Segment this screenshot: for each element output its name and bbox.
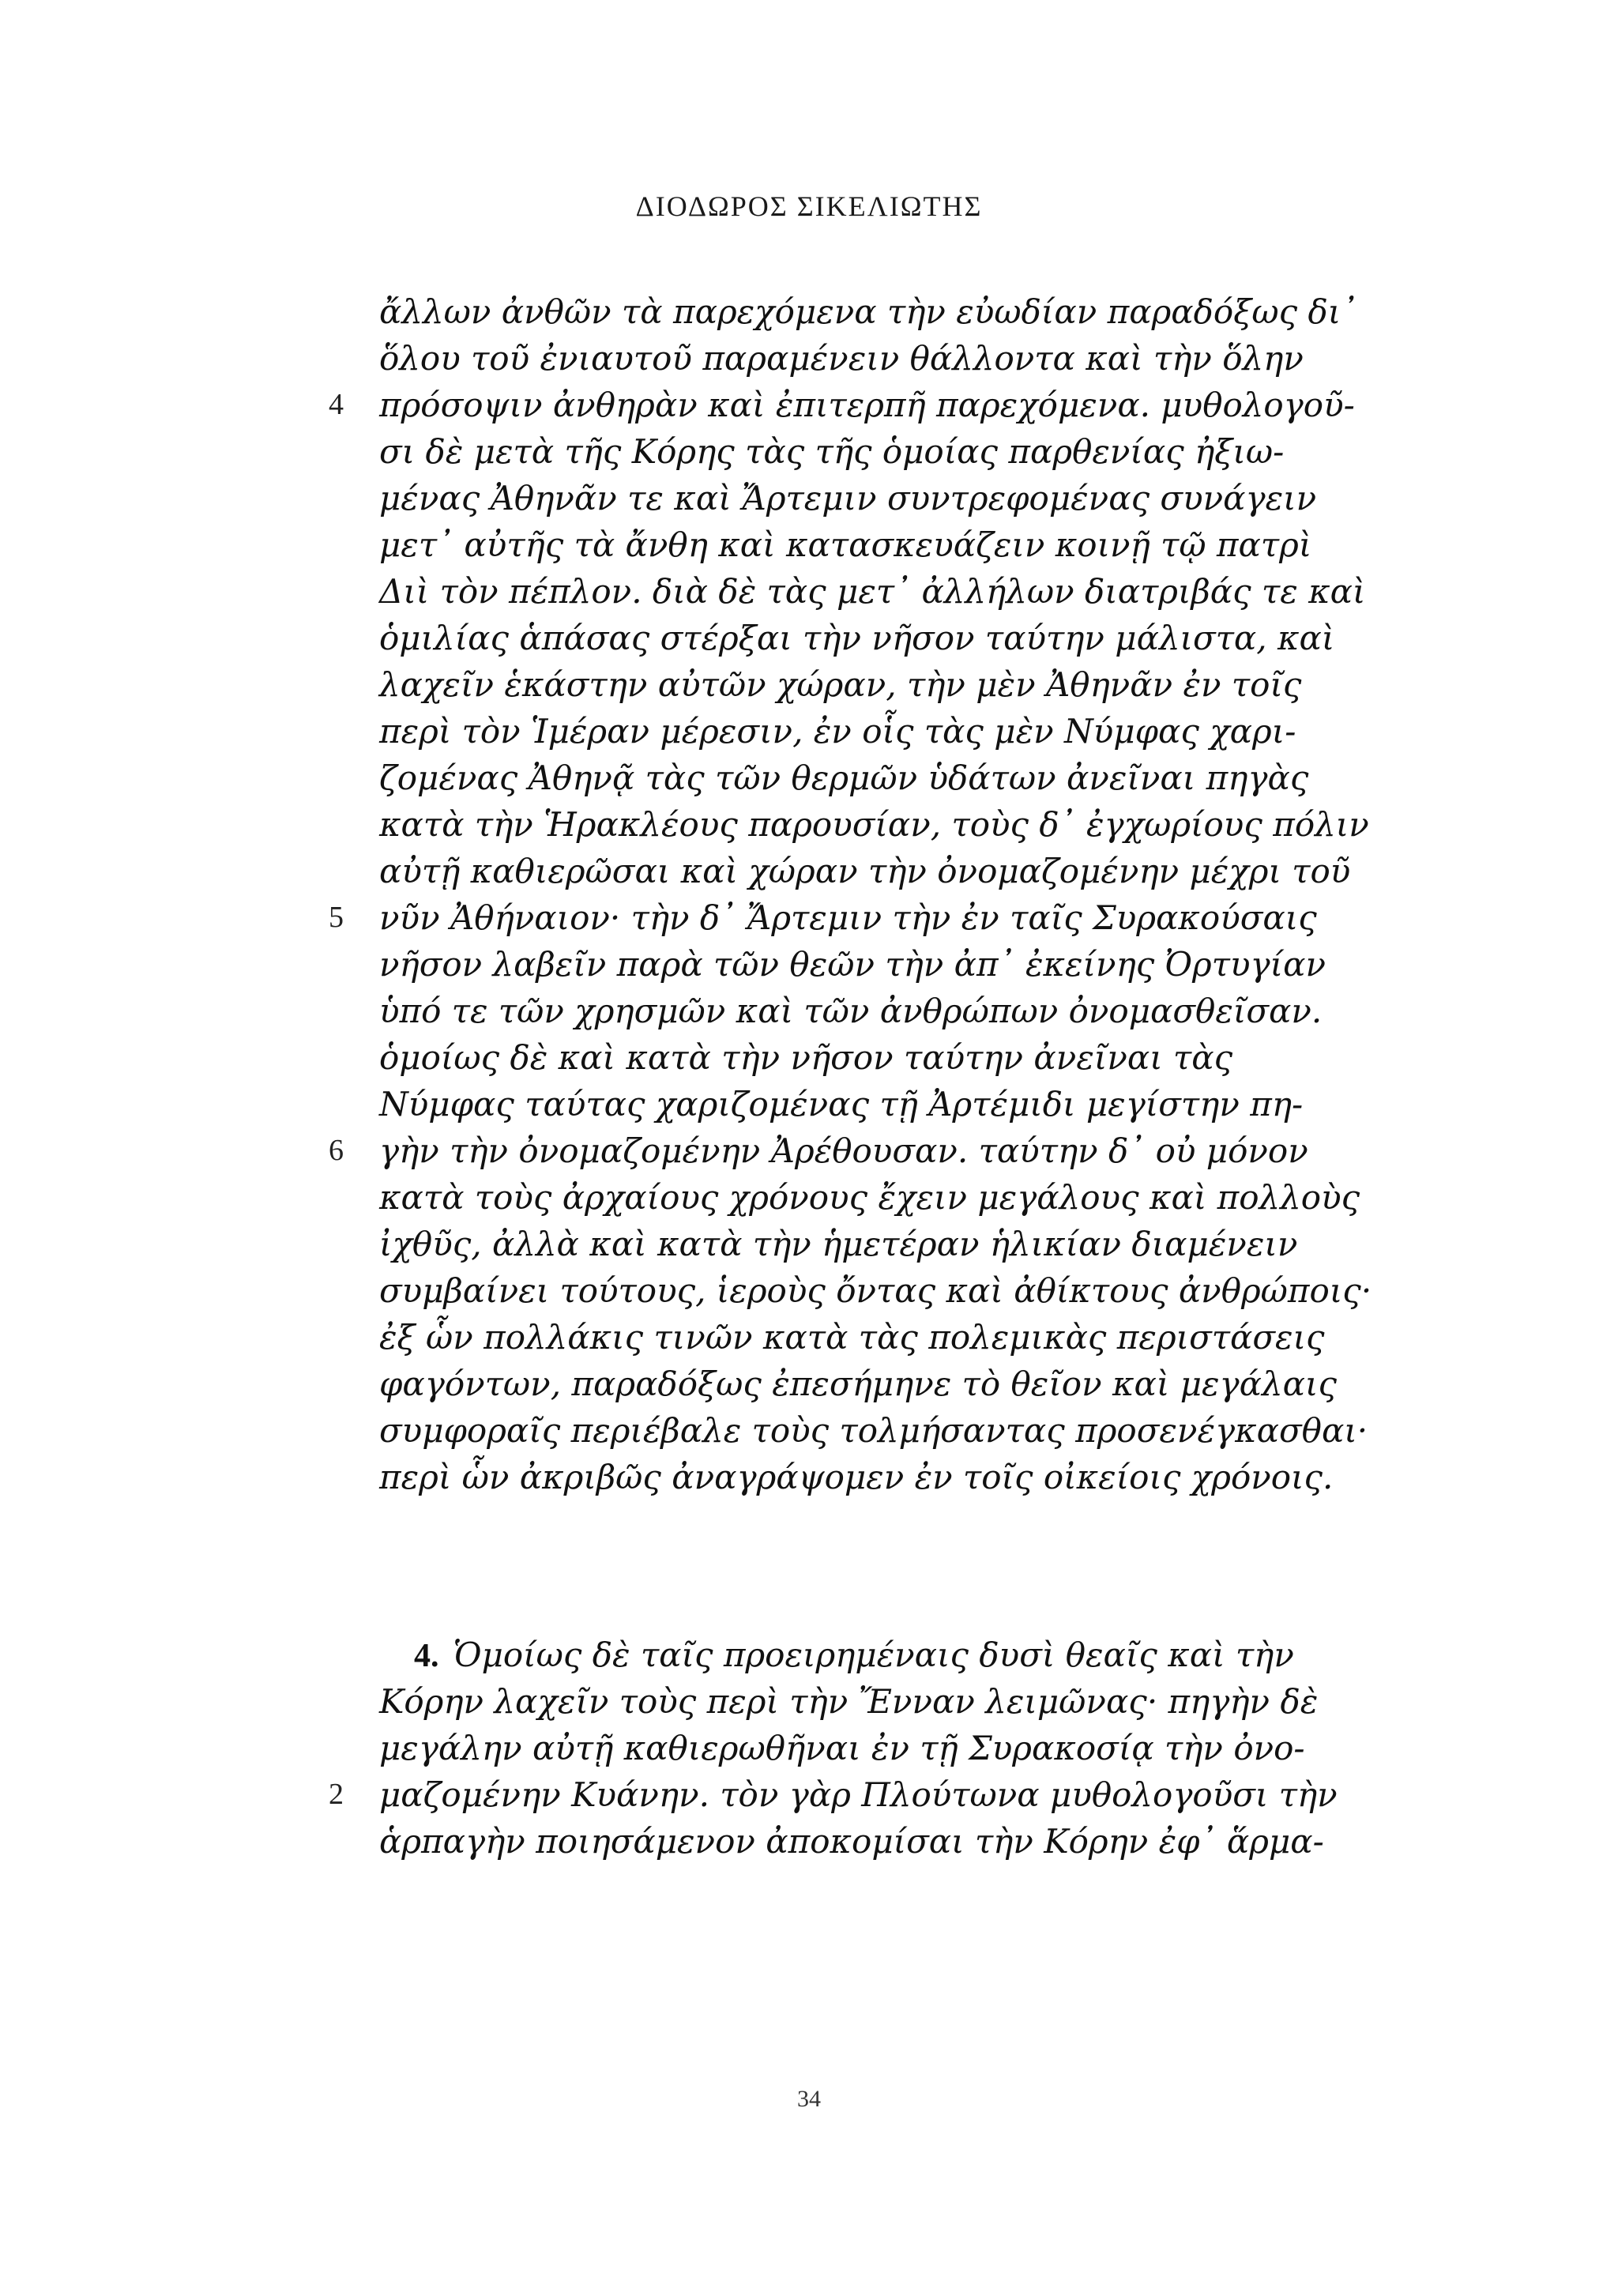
line-number: 2 (329, 1778, 344, 1811)
text-line (379, 475, 1317, 521)
text-line (379, 1725, 1305, 1771)
line-text: ζομένας Ἀθηνᾷ τὰς τῶν θερμῶν ὑδάτων ἀνεῖναι πηγὰς (379, 758, 1309, 797)
running-head: ΔΙΟΔΩΡΟΣ ΣΙΚΕΛΙΩΤΗΣ (635, 190, 983, 222)
text-line (329, 1771, 1338, 1818)
line-text: νῆσον λαβεῖν παρὰ τῶν θεῶν τὴν ἀπ᾽ ἐκείνης Ὀρτυγίαν (379, 945, 1326, 984)
line-text: ὁμοίως δὲ καὶ κατὰ τὴν νῆσον ταύτην ἀνεῖναι τὰς (379, 1038, 1233, 1077)
text-line (379, 568, 1366, 615)
line-text: μαζομένην Κυάνην. τὸν γὰρ Πλούτωνα μυθολογοῦσι τὴν (379, 1775, 1338, 1814)
main-text-block (329, 288, 1372, 1500)
line-text: Νύμφας ταύτας χαριζομένας τῇ Ἀρτέμιδι μεγίστην πη- (379, 1085, 1304, 1124)
line-text: κατὰ τὴν Ἡρακλέους παρουσίαν, τοὺς δ᾽ ἐγχωρίους πόλιν (379, 805, 1369, 844)
text-line (379, 848, 1351, 894)
page-number: 34 (797, 2086, 821, 2112)
line-text: ὅλου τοῦ ἐνιαυτοῦ παραμένειν θάλλοντα καὶ τὴν ὅλην (379, 339, 1304, 378)
line-text: μένας Ἀθηνᾶν τε καὶ Ἄρτεμιν συντρεφομένας συνάγειν (379, 479, 1317, 518)
line-text: μεγάλην αὐτῇ καθιερωθῆναι ἐν τῇ Συρακοσίᾳ τὴν ὀνο- (379, 1729, 1305, 1767)
text-line (379, 1818, 1324, 1865)
line-text: κατὰ τοὺς ἀρχαίους χρόνους ἔχειν μεγάλους καὶ πολλοὺς (379, 1178, 1360, 1217)
text-line (379, 1267, 1372, 1314)
line-text: νῦν Ἀθήναιον· τὴν δ᾽ Ἄρτεμιν τὴν ἐν ταῖς Συρακούσαις (379, 898, 1317, 937)
line-text: ἰχθῦς, ἀλλὰ καὶ κατὰ τὴν ἡμετέραν ἡλικίαν διαμένειν (379, 1225, 1298, 1263)
line-number: 4 (329, 388, 344, 421)
line-text: ἐξ ὧν πολλάκις τινῶν κατὰ τὰς πολεμικὰς περιστάσεις (379, 1318, 1325, 1357)
text-line (379, 521, 1312, 568)
text-line (329, 1127, 1308, 1174)
section-4-block (329, 1632, 1338, 1865)
section-number: 4. (414, 1638, 439, 1674)
line-text: πρόσοψιν ἀνθηρὰν καὶ ἐπιτερπῆ παρεχόμενα. μυθολογοῦ- (379, 386, 1355, 424)
section-first-line-text: Ὁμοίως δὲ ταῖς προειρημέναις δυσὶ θεαῖς καὶ τὴν (453, 1635, 1294, 1674)
line-text: συμφοραῖς περιέβαλε τοὺς τολμήσαντας προσενέγκασθαι· (379, 1411, 1368, 1450)
line-text: λαχεῖν ἑκάστην αὐτῶν χώραν, τὴν μὲν Ἀθηνᾶν ἐν τοῖς (379, 665, 1302, 704)
section-first-line (379, 1632, 1296, 1678)
text-line (379, 428, 1296, 475)
line-text: αὐτῇ καθιερῶσαι καὶ χώραν τὴν ὀνομαζομένην μέχρι τοῦ (379, 852, 1351, 890)
text-line (379, 1081, 1304, 1127)
text-line (379, 1407, 1368, 1454)
text-line (379, 1174, 1360, 1221)
line-text: Κόρην λαχεῖν τοὺς περὶ τὴν Ἔνναν λειμῶνας· πηγὴν δὲ (379, 1682, 1319, 1721)
line-text: Διὶ τὸν πέπλον. διὰ δὲ τὰς μετ᾽ ἀλλήλων διατριβάς τε καὶ (379, 572, 1366, 611)
text-line (379, 615, 1335, 661)
text-line (379, 335, 1304, 382)
text-line (379, 801, 1369, 848)
line-text: φαγόντων, παραδόξως ἐπεσήμηνε τὸ θεῖον καὶ μεγάλαις (379, 1364, 1337, 1403)
line-number: 6 (329, 1134, 344, 1167)
line-text: μετ᾽ αὐτῆς τὰ ἄνθη καὶ κατασκευάζειν κοινῇ τῷ πατρὶ (379, 525, 1312, 564)
text-line (379, 661, 1302, 708)
line-text: ὑπό τε τῶν χρησμῶν καὶ τῶν ἀνθρώπων ὀνομασθεῖσαν. (379, 992, 1323, 1030)
text-line (329, 894, 1317, 941)
line-text: ὁμιλίας ἁπάσας στέρξαι τὴν νῆσον ταύτην μάλιστα, καὶ (379, 619, 1335, 657)
line-text: περὶ τὸν Ἱμέραν μέρεσιν, ἐν οἷς τὰς μὲν Νύμφας χαρι- (379, 712, 1296, 751)
line-text: σι δὲ μετὰ τῆς Κόρης τὰς τῆς ὁμοίας παρθενίας ἠξιω- (379, 432, 1285, 471)
line-text: συμβαίνει τούτους, ἱεροὺς ὄντας καὶ ἀθίκτους ἀνθρώποις· (379, 1271, 1372, 1310)
text-line (379, 988, 1323, 1034)
text-line (379, 941, 1326, 988)
line-text: περὶ ὧν ἀκριβῶς ἀναγράψομεν ἐν τοῖς οἰκείοις χρόνοις. (379, 1458, 1334, 1496)
line-number: 5 (329, 901, 344, 934)
text-line (379, 1314, 1325, 1361)
text-line (379, 288, 1358, 335)
text-line (379, 1361, 1337, 1407)
text-line (379, 1454, 1334, 1500)
text-line (379, 1034, 1296, 1081)
text-line (379, 708, 1296, 755)
text-line (379, 755, 1309, 801)
line-text: ἁρπαγὴν ποιησάμενον ἀποκομίσαι τὴν Κόρην ἐφ᾽ ἅρμα- (379, 1822, 1324, 1861)
text-line (379, 1678, 1319, 1725)
line-text: γὴν τὴν ὀνομαζομένην Ἀρέθουσαν. ταύτην δ᾽ οὐ μόνον (379, 1131, 1308, 1170)
text-line (379, 1221, 1296, 1267)
line-text: ἄλλων ἀνθῶν τὰ παρεχόμενα τὴν εὐωδίαν παραδόξως δι᾽ (379, 292, 1358, 331)
text-line (329, 382, 1355, 428)
